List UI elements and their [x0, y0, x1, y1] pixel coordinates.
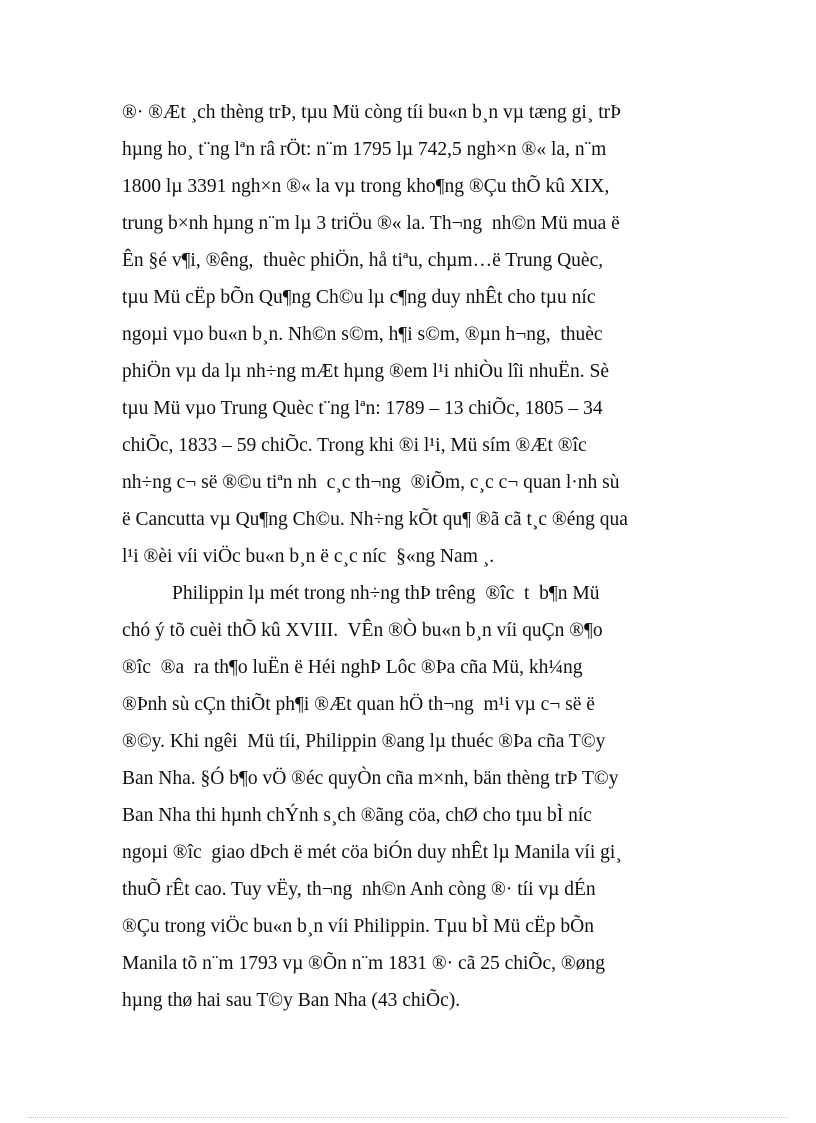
text-line: nh÷ng c¬ së ®©u tiªn nh c¸c th¬ng ®iÕm, c¸c c¬ quan l·nh sù: [122, 472, 620, 493]
text-line: ngoµi ®îc giao dÞch ë mét cöa biÓn duy nhÊt lµ Manila víi gi¸: [122, 842, 622, 863]
text-line: Ên §é v¶i, ®êng, thuèc phiÖn, hå tiªu, chµm…ë Trung Quèc,: [122, 250, 604, 271]
text-line: hµng ho¸ t¨ng lªn râ rÖt: n¨m 1795 lµ 742,5 ngh×n ®« la, n¨m: [122, 139, 607, 160]
text-line: chó ý tõ cuèi thÕ kû XVIII. VÊn ®Ò bu«n b¸n víi quÇn ®¶o: [122, 620, 603, 641]
page-bottom-divider: [28, 1117, 788, 1118]
text-line: ®îc ®a ra th¶o luËn ë Héi nghÞ Lôc ®Þa cña Mü, kh¼ng: [122, 657, 583, 678]
text-line: ngoµi vµo bu«n b¸n. Nh©n s©m, h¶i s©m, ®µn h¬ng, thuèc: [122, 324, 603, 345]
text-line: ®Þnh sù cÇn thiÕt ph¶i ®Æt quan hÖ th¬ng m¹i vµ c¬ së ë: [122, 694, 595, 715]
text-line: phiÖn vµ da lµ nh÷ng mÆt hµng ®em l¹i nhiÒu lîi nhuËn. Sè: [122, 361, 610, 382]
text-line: ®· ®Æt ¸ch thèng trÞ, tµu Mü còng tíi bu«n b¸n vµ tæng gi¸ trÞ: [122, 102, 621, 123]
text-line: Ban Nha. §Ó b¶o vÖ ®éc quyÒn cña m×nh, bän thèng trÞ T©y: [122, 768, 619, 789]
text-line: trung b×nh hµng n¨m lµ 3 triÖu ®« la. Th¬ng nh©n Mü mua ë: [122, 213, 620, 234]
paragraph-first-line: Philippin lµ mét trong nh÷ng thÞ trêng ®îc t b¶n Mü: [172, 583, 600, 604]
text-line: ®Çu trong viÖc bu«n b¸n víi Philippin. Tµu bÌ Mü cËp bÕn: [122, 916, 595, 937]
text-line: hµng thø hai sau T©y Ban Nha (43 chiÕc).: [122, 990, 461, 1011]
text-line: Ban Nha thi hµnh chÝnh s¸ch ®ãng cöa, chØ cho tµu bÌ níc: [122, 805, 592, 826]
text-line: 1800 lµ 3391 ngh×n ®« la vµ trong kho¶ng ®Çu thÕ kû XIX,: [122, 176, 610, 197]
text-line: ®©y. Khi ngêi Mü tíi, Philippin ®ang lµ thuéc ®Þa cña T©y: [122, 731, 606, 752]
text-line: l¹i ®èi víi viÖc bu«n b¸n ë c¸c níc §«ng Nam ¸.: [122, 546, 495, 567]
text-line: tµu Mü cËp bÕn Qu¶ng Ch©u lµ c¶ng duy nhÊt cho tµu níc: [122, 287, 596, 308]
text-line: Manila tõ n¨m 1793 vµ ®Õn n¨m 1831 ®· cã 25 chiÕc, ®øng: [122, 953, 605, 974]
text-line: thuÕ rÊt cao. Tuy vËy, th¬ng nh©n Anh còng ®· tíi vµ dÉn: [122, 879, 596, 900]
text-line: ë Cancutta vµ Qu¶ng Ch©u. Nh÷ng kÕt qu¶ ®ã cã t¸c ®éng qua: [122, 509, 628, 530]
text-line: chiÕc, 1833 – 59 chiÕc. Trong khi ®i l¹i, Mü sím ®Æt ®îc: [122, 435, 587, 456]
text-line: tµu Mü vµo Trung Quèc t¨ng lªn: 1789 – 13 chiÕc, 1805 – 34: [122, 398, 603, 419]
body-text: [122, 94, 702, 1019]
